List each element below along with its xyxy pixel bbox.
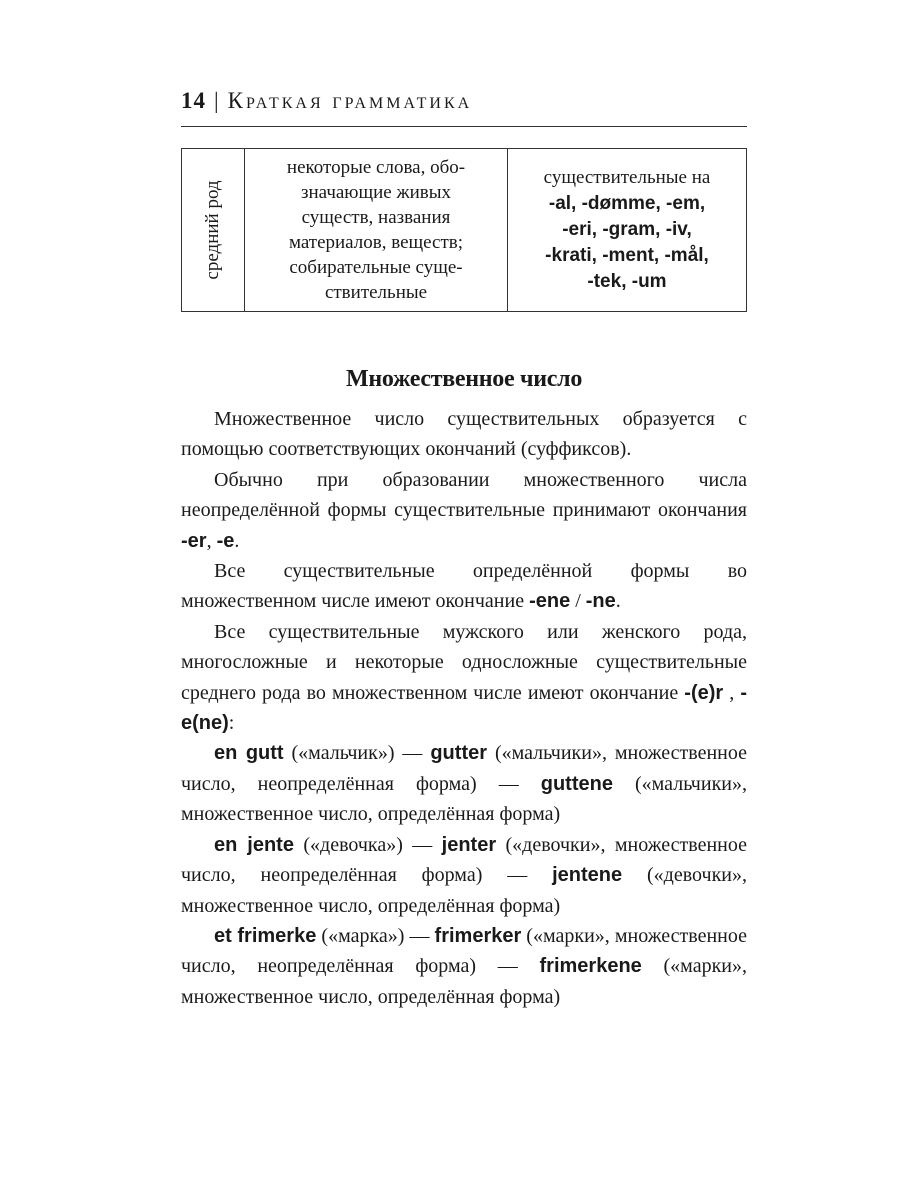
body-text: [181, 404, 747, 1012]
norwegian-word: frimerker: [434, 924, 522, 947]
translation: («мальчики», множественное число, определённая форма): [181, 772, 747, 826]
paragraph: [181, 465, 747, 556]
paragraph: [181, 556, 747, 617]
norwegian-word: en gutt: [214, 742, 284, 765]
punct: /: [570, 590, 586, 613]
gender-label: средний род: [202, 180, 223, 280]
translation: («девочки», множественное число, неопределённая форма) —: [181, 833, 747, 887]
translation: («мальчик») —: [283, 742, 431, 765]
section-title: Множественное число: [345, 366, 583, 392]
suffix-term: -er: [181, 529, 207, 552]
norwegian-word: jentene: [552, 864, 623, 887]
example-paragraph: [181, 830, 747, 921]
header-separator: |: [214, 88, 220, 113]
translation: («девочки», множественное число, определённая форма): [181, 864, 747, 917]
description-cell: [245, 149, 508, 312]
norwegian-word: en jente: [214, 833, 294, 856]
paragraph: [181, 617, 747, 739]
page-number: 14: [181, 88, 206, 113]
description-line: существ, названия: [301, 207, 451, 228]
description-line: некоторые слова, обо-: [286, 157, 466, 178]
example-paragraph: [181, 738, 747, 829]
paragraph-text: Множественное число существительных образуется с помощью соответствующих окончаний (суффиксов).: [181, 408, 747, 461]
suffix-term: -(e)r: [684, 681, 724, 704]
translation: («марки», множественное число, неопределённая форма) —: [181, 924, 747, 978]
paragraph-text: Все существительные определённой формы во множественном числе имеют окончание: [181, 560, 747, 613]
description-line: материалов, веществ;: [288, 232, 464, 253]
punct: ,: [206, 529, 217, 552]
translation: («мальчики», множественное число, неопределённая форма) —: [181, 742, 748, 795]
gender-cell: [182, 149, 245, 312]
punct: :: [228, 712, 235, 735]
suffix-line: -al, -dømme, -em,: [548, 193, 706, 214]
norwegian-word: guttene: [540, 772, 613, 795]
example-paragraph: [181, 921, 747, 1012]
running-header: [181, 88, 747, 127]
table-row: [182, 149, 747, 312]
suffix-term: -ne: [585, 590, 616, 613]
suffix-cell: [508, 149, 747, 312]
punct: .: [234, 529, 240, 552]
suffix-term: -ene: [529, 590, 571, 613]
norwegian-word: jenter: [441, 833, 497, 856]
paragraph: [181, 404, 747, 465]
suffix-term: -e: [216, 529, 235, 552]
description-line: ствительные: [324, 282, 428, 303]
suffix-line: -tek, -um: [587, 271, 667, 292]
description-line: собирательные суще-: [289, 257, 463, 278]
running-title: Краткая грамматика: [227, 88, 473, 113]
translation: («девочка») —: [293, 833, 442, 856]
description-line: значающие живых: [300, 182, 452, 203]
translation: («марки», множественное число, определённая форма): [181, 955, 747, 1008]
translation: («марка») —: [316, 924, 435, 947]
paragraph-text: Обычно при образовании множественного числа неопределённой формы существительные принимают окончания: [181, 468, 747, 522]
gender-table: [181, 148, 747, 312]
punct: ,: [723, 681, 741, 704]
norwegian-word: gutter: [430, 742, 488, 765]
suffix-line: -krati, -ment, -mål,: [545, 245, 709, 266]
paragraph-text: Все существительные мужского или женского рода, многосложные и некоторые односложные существительные среднего рода во множественном числе имеют окончание: [181, 620, 747, 704]
punct: .: [615, 590, 621, 613]
suffix-intro: существительные на: [543, 167, 711, 188]
norwegian-word: et frimerke: [214, 924, 317, 947]
norwegian-word: frimerkene: [539, 955, 642, 978]
suffix-term: -e(ne): [181, 681, 747, 735]
suffix-line: -eri, -gram, -iv,: [562, 219, 692, 240]
